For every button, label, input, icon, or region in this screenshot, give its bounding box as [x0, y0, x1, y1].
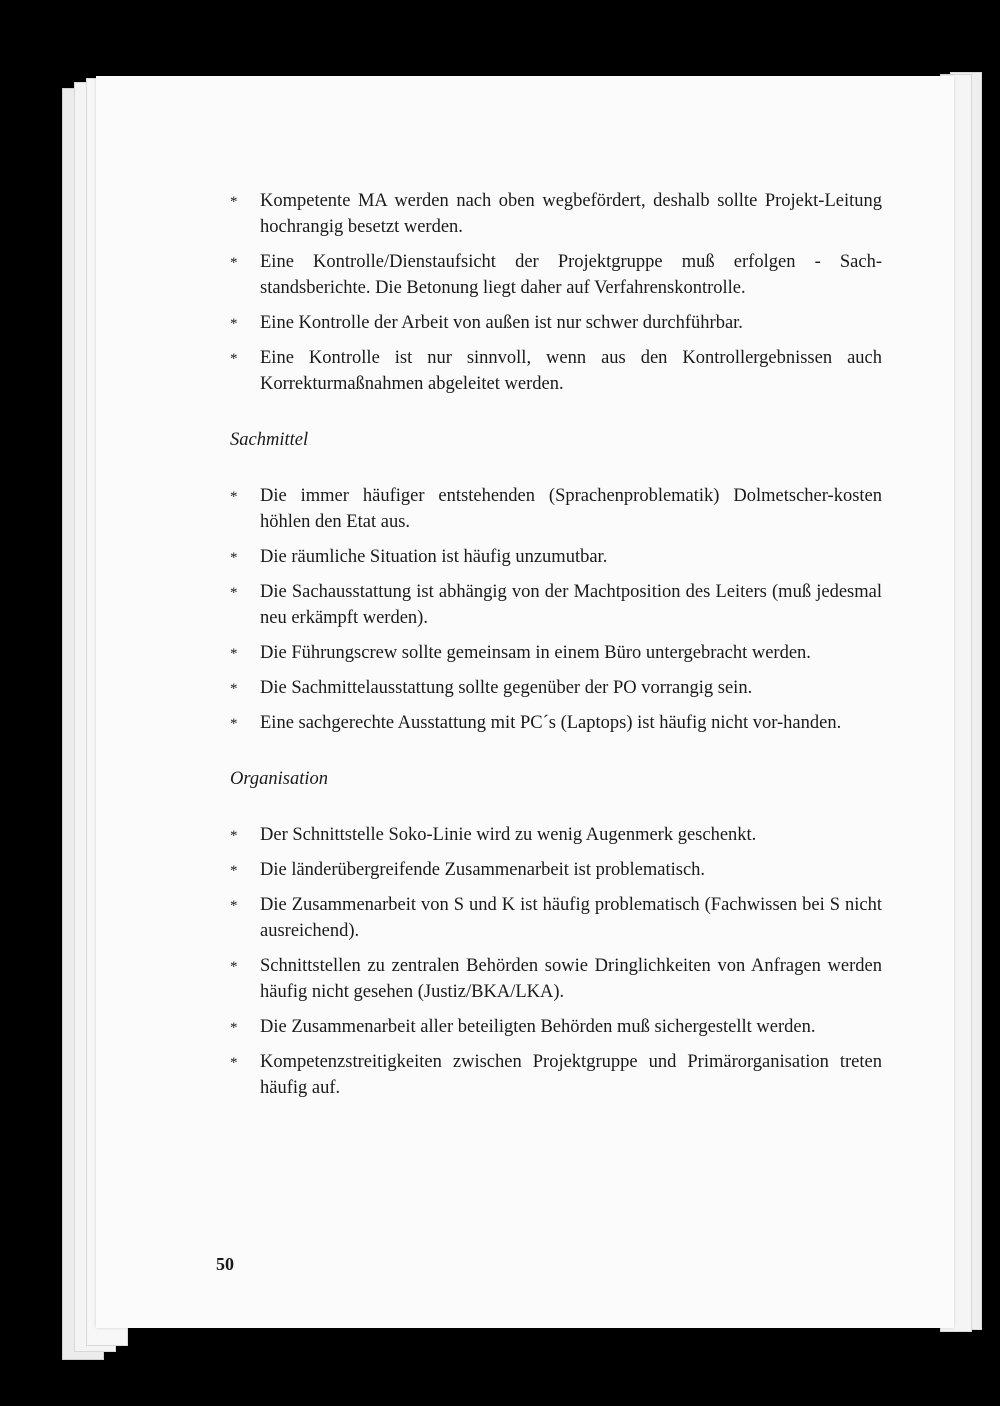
- bullet-icon: *: [230, 194, 238, 210]
- list-item-text: Eine sachgerechte Ausstattung mit PC´s (Laptops) ist häufig nicht vor-handen.: [260, 713, 842, 733]
- list-item: [230, 1049, 882, 1101]
- bullet-icon: *: [230, 1055, 238, 1071]
- list-item-text: Eine Kontrolle/Dienstaufsicht der Projektgruppe muß erfolgen - Sach-standsberichte. Die Betonung liegt daher auf Verfahrenskontrolle.: [260, 252, 882, 298]
- bullet-icon: *: [230, 716, 238, 732]
- section-heading-organisation: Organisation: [230, 769, 328, 789]
- bullet-icon: *: [230, 351, 238, 367]
- list-item: [230, 710, 882, 736]
- list-item: [230, 345, 882, 397]
- page-content: [230, 188, 882, 1110]
- bullet-icon: *: [230, 959, 238, 975]
- list-item-text: Kompetente MA werden nach oben wegbefördert, deshalb sollte Projekt-Leitung hochrangig besetzt werden.: [260, 191, 882, 237]
- list-item: [230, 675, 882, 701]
- list-item-text: Die räumliche Situation ist häufig unzumutbar.: [260, 547, 608, 567]
- list-item-text: Die Sachausstattung ist abhängig von der Machtposition des Leiters (muß jedesmal neu erkämpft werden).: [260, 582, 882, 628]
- list-item: [230, 822, 882, 848]
- bullet-icon: *: [230, 550, 238, 566]
- list-item-text: Die länderübergreifende Zusammenarbeit ist problematisch.: [260, 860, 706, 880]
- bullet-icon: *: [230, 898, 238, 914]
- bullet-list-organisation: [230, 822, 882, 1101]
- bullet-icon: *: [230, 681, 238, 697]
- list-item: [230, 1014, 882, 1040]
- list-item-text: Kompetenzstreitigkeiten zwischen Projektgruppe und Primärorganisation treten häufig auf.: [260, 1052, 882, 1098]
- bullet-icon: *: [230, 863, 238, 879]
- list-item: [230, 544, 882, 570]
- list-item: [230, 579, 882, 631]
- list-item: [230, 310, 882, 336]
- bullet-icon: *: [230, 1020, 238, 1036]
- bullet-icon: *: [230, 585, 238, 601]
- list-item-text: Eine Kontrolle ist nur sinnvoll, wenn aus den Kontrollergebnissen auch Korrekturmaßnahmen abgeleitet werden.: [260, 348, 882, 394]
- bullet-icon: *: [230, 316, 238, 332]
- list-item-text: Die immer häufiger entstehenden (Sprachenproblematik) Dolmetscher-kosten höhlen den Etat aus.: [260, 486, 882, 532]
- list-item-text: Eine Kontrolle der Arbeit von außen ist nur schwer durchführbar.: [260, 313, 743, 333]
- list-item: [230, 249, 882, 301]
- bullet-icon: *: [230, 828, 238, 844]
- page-number: 50: [216, 1254, 234, 1274]
- list-item-text: Der Schnittstelle Soko-Linie wird zu wenig Augenmerk geschenkt.: [260, 825, 757, 845]
- list-item-text: Schnittstellen zu zentralen Behörden sowie Dringlichkeiten von Anfragen werden häufig nicht gesehen (Justiz/BKA/LKA).: [260, 956, 882, 1002]
- list-item: [230, 953, 882, 1005]
- section-heading-sachmittel: Sachmittel: [230, 430, 309, 450]
- list-item: [230, 483, 882, 535]
- list-item: [230, 640, 882, 666]
- book-page: [96, 76, 954, 1328]
- list-item-text: Die Sachmittelausstattung sollte gegenüber der PO vorrangig sein.: [260, 678, 753, 698]
- bullet-list-intro: [230, 188, 882, 397]
- bullet-list-sachmittel: [230, 483, 882, 736]
- bullet-icon: *: [230, 646, 238, 662]
- list-item-text: Die Zusammenarbeit aller beteiligten Behörden muß sichergestellt werden.: [260, 1017, 816, 1037]
- list-item-text: Die Zusammenarbeit von S und K ist häufig problematisch (Fachwissen bei S nicht ausreichend).: [260, 895, 882, 941]
- list-item: [230, 188, 882, 240]
- list-item-text: Die Führungscrew sollte gemeinsam in einem Büro untergebracht werden.: [260, 643, 811, 663]
- bullet-icon: *: [230, 255, 238, 271]
- bullet-icon: *: [230, 489, 238, 505]
- list-item: [230, 857, 882, 883]
- list-item: [230, 892, 882, 944]
